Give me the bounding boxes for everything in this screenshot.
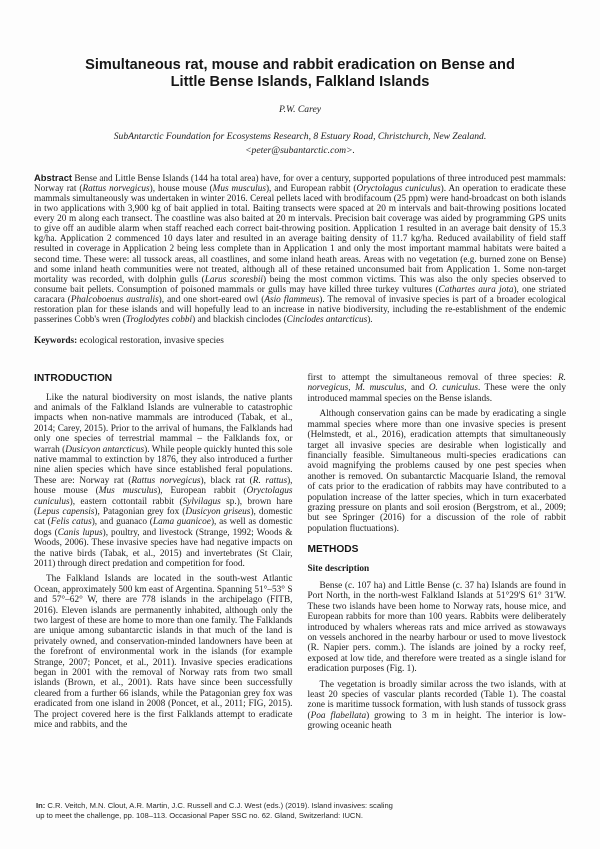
two-column-body xyxy=(34,373,566,737)
footer-citation xyxy=(36,801,466,821)
left-column xyxy=(34,373,293,737)
footer-citation-text-1: C.R. Veitch, M.N. Clout, A.R. Martin, J.C. Russell and C.J. West (eds.) (2019). Island invasives: scaling xyxy=(47,801,393,810)
affiliation-block xyxy=(34,130,566,156)
footer-citation-line-2: up to meet the challenge, pp. 108–113. Occasional Paper SSC no. 62. Gland, Switzerland: IUCN. xyxy=(36,811,364,821)
page-title xyxy=(34,57,566,91)
abstract-text: Bense and Little Bense Islands (144 ha total area) have, for over a century, supported populations of three introduced pest mammals: Norway rat (Rattus norvegicus), house mouse (Mus musculus), and European rabbit (Oryctolagus cuniculus). An operation to eradicate these mammals simultaneously was undertaken in winter 2016. Cereal pellets laced with brodifacoum (25 ppm) were hand-broadcast on both islands in two applications with 3,900 kg of bait applied in total. Baiting transects were spaced at 20 m intervals and bait-throwing positions located every 20 m along each transect. The coastline was also baited at 20 m intervals. Precision bait coverage was aided by programming GPS units to give off an audible alarm when staff reached each correct bait-throwing position. Application 1 resulted in an average bait density of 15.3 kg/ha. Application 2 commenced 10 days later and resulted in an average baiting density of 11.7 kg/ha. Reduced availability of field staff resulted in coverage in Application 2 being less complete than in Application 1 and only the most important mammal habitats were baited a second time. These were: all tussock areas, all coastlines, and some inland heath areas. Areas with no vegetation (e.g. burned zone on Bense) and some inland heath communities were not treated, although all of these retained unconsumed bait from Application 1. Some non-target mortality was recorded, with dolphin gulls (Larus scoresbii) being the most common victims. This was also the only species observed to consume bait pellets. Consumption of poisoned mammals or gulls may have killed three turkey vultures (Cathartes aura jota), one striated caracara (Phalcoboenus australis), and one short-eared owl (Asio flammeus). The removal of invasive species is part of a broader ecological restoration plan for these islands and will hopefully lead to an increase in native biodiversity, including the re-establishment of the endemic passerines Cobb's wren (Troglodytes cobbi) and blackish cinclodes (Cinclodes antarcticus). xyxy=(34,173,566,325)
footer-in-label: In: xyxy=(36,801,46,810)
intro-paragraph-continuation: first to attempt the simultaneous removal of three species: R. norvegicus, M. musculus, and O. cuniculus. These were the only introduced mammal species on the Bense islands. xyxy=(307,373,566,404)
section-heading-introduction: INTRODUCTION xyxy=(34,373,113,385)
abstract xyxy=(34,173,566,325)
page-title-line-2: Little Bense Islands, Falkland Islands xyxy=(170,74,430,91)
author-email: <peter@subantarctic.com>. xyxy=(245,144,355,156)
keywords-text: ecological restoration, invasive species xyxy=(79,336,224,347)
footer-citation-line-1 xyxy=(36,801,466,811)
methods-paragraph-1: Bense (c. 107 ha) and Little Bense (c. 37 ha) Islands are found in Port North, in the north-west Falkland Islands at 51°29'S 61° 31'W. These two islands have been home to Norway rats, house mice, and European rabbits for more than 100 years. Rabbits were deliberately introduced by whalers whereas rats and mice arrived as stowaways on vessels anchored in the nearby harbour or used to move livestock (R. Napier pers. comm.). The islands are joined by a rocky reef, exposed at low tide, and therefore were treated as a single island for eradication purposes (Fig. 1). xyxy=(307,581,566,675)
keywords-line xyxy=(34,336,566,346)
right-column xyxy=(308,373,567,737)
page-title-line-1: Simultaneous rat, mouse and rabbit eradication on Bense and xyxy=(85,57,515,73)
methods-paragraph-2: The vegetation is broadly similar across the two islands, with at least 20 species of vascular plants recorded (Table 1). The coastal zone is maritime tussock formation, with lush stands of tussock grass (Poa flabellata) growing to 3 m in height. The interior is low-growing oceanic heath xyxy=(307,679,566,732)
subheading-site-description: Site description xyxy=(307,563,370,574)
intro-paragraph-1: Like the natural biodiversity on most islands, the native plants and animals of the Falkland Islands are vulnerable to catastrophic impacts when non-native mammals are introduced (Tabak, et al., 2014; Carey, 2015). Prior to the arrival of humans, the Falklands had only one species of terrestrial mammal – the Falklands fox, or warrah (Dusicyon antarcticus). While people quickly hunted this sole native mammal to extinction by 1876, they also introduced a further nine alien species which have since established feral populations. These are: Norway rat (Rattus norvegicus), black rat (R. rattus), house mouse (Mus musculus), European rabbit (Oryctolagus cuniculus), eastern cottontail rabbit (Sylvilagus sp.), brown hare (Lepus capensis), Patagonian grey fox (Dusicyon griseus), domestic cat (Felis catus), and guanaco (Lama guanicoe), as well as domestic dogs (Canis lupus), poultry, and livestock (Strange, 1992; Woods & Woods, 2006). These invasive species have had negative impacts on the native birds (Tabak, et al., 2015) and invertebrates (St Clair, 2011) through direct predation and competition for food. xyxy=(34,392,293,569)
abstract-label: Abstract xyxy=(34,171,73,183)
keywords-label: Keywords: xyxy=(34,336,78,347)
section-heading-methods: METHODS xyxy=(307,544,359,556)
author-name: P.W. Carey xyxy=(278,104,322,116)
intro-paragraph-2: The Falkland Islands are located in the south-west Atlantic Ocean, approximately 500 km east of Argentina. Spanning 51°–53° S and 57°–62° W, there are 778 islands in the archipelago (FITB, 2016). Eleven islands are permanently inhabited, although only the two largest of these are home to more than one family. The Falklands are unique among subantarctic islands in that much of the land is privately owned, and conservation-minded landowners have been at the forefront of environmental work in the islands (for example Strange, 2007; Poncet, et al., 2011). Invasive species eradications began in 2001 with the removal of Norway rats from two small islands (Brown, et al., 2001). Rats have since been successfully cleared from a further 66 islands, while the Patagonian grey fox was eradicated from one island in 2008 (Poncet, et al., 2011; FIG, 2015). The project covered here is the first Falklands attempt to eradicate mice and rabbits, and the xyxy=(34,574,293,731)
affiliation: SubAntarctic Foundation for Ecosystems Research, 8 Estuary Road, Christchurch, New Zealand. xyxy=(113,131,487,143)
intro-paragraph-3: Although conservation gains can be made by eradicating a single mammal species where more than one invasive species is present (Helmstedt, et al., 2016), eradication attempts that simultaneously target all invasive species are desirable when logistically and financially feasible. Simultaneous multi-species eradications can avoid magnifying the problems caused by one pest species when another is removed. On subantarctic Macquarie Island, the removal of cats prior to the eradication of rabbits may have contributed to a population increase of the latter species, which in turn exacerbated grazing pressure on plants and soil erosion (Bergstrom, et al., 2009; but see Springer (2016) for a discussion of the role of rabbit population fluctuations). xyxy=(307,409,566,534)
